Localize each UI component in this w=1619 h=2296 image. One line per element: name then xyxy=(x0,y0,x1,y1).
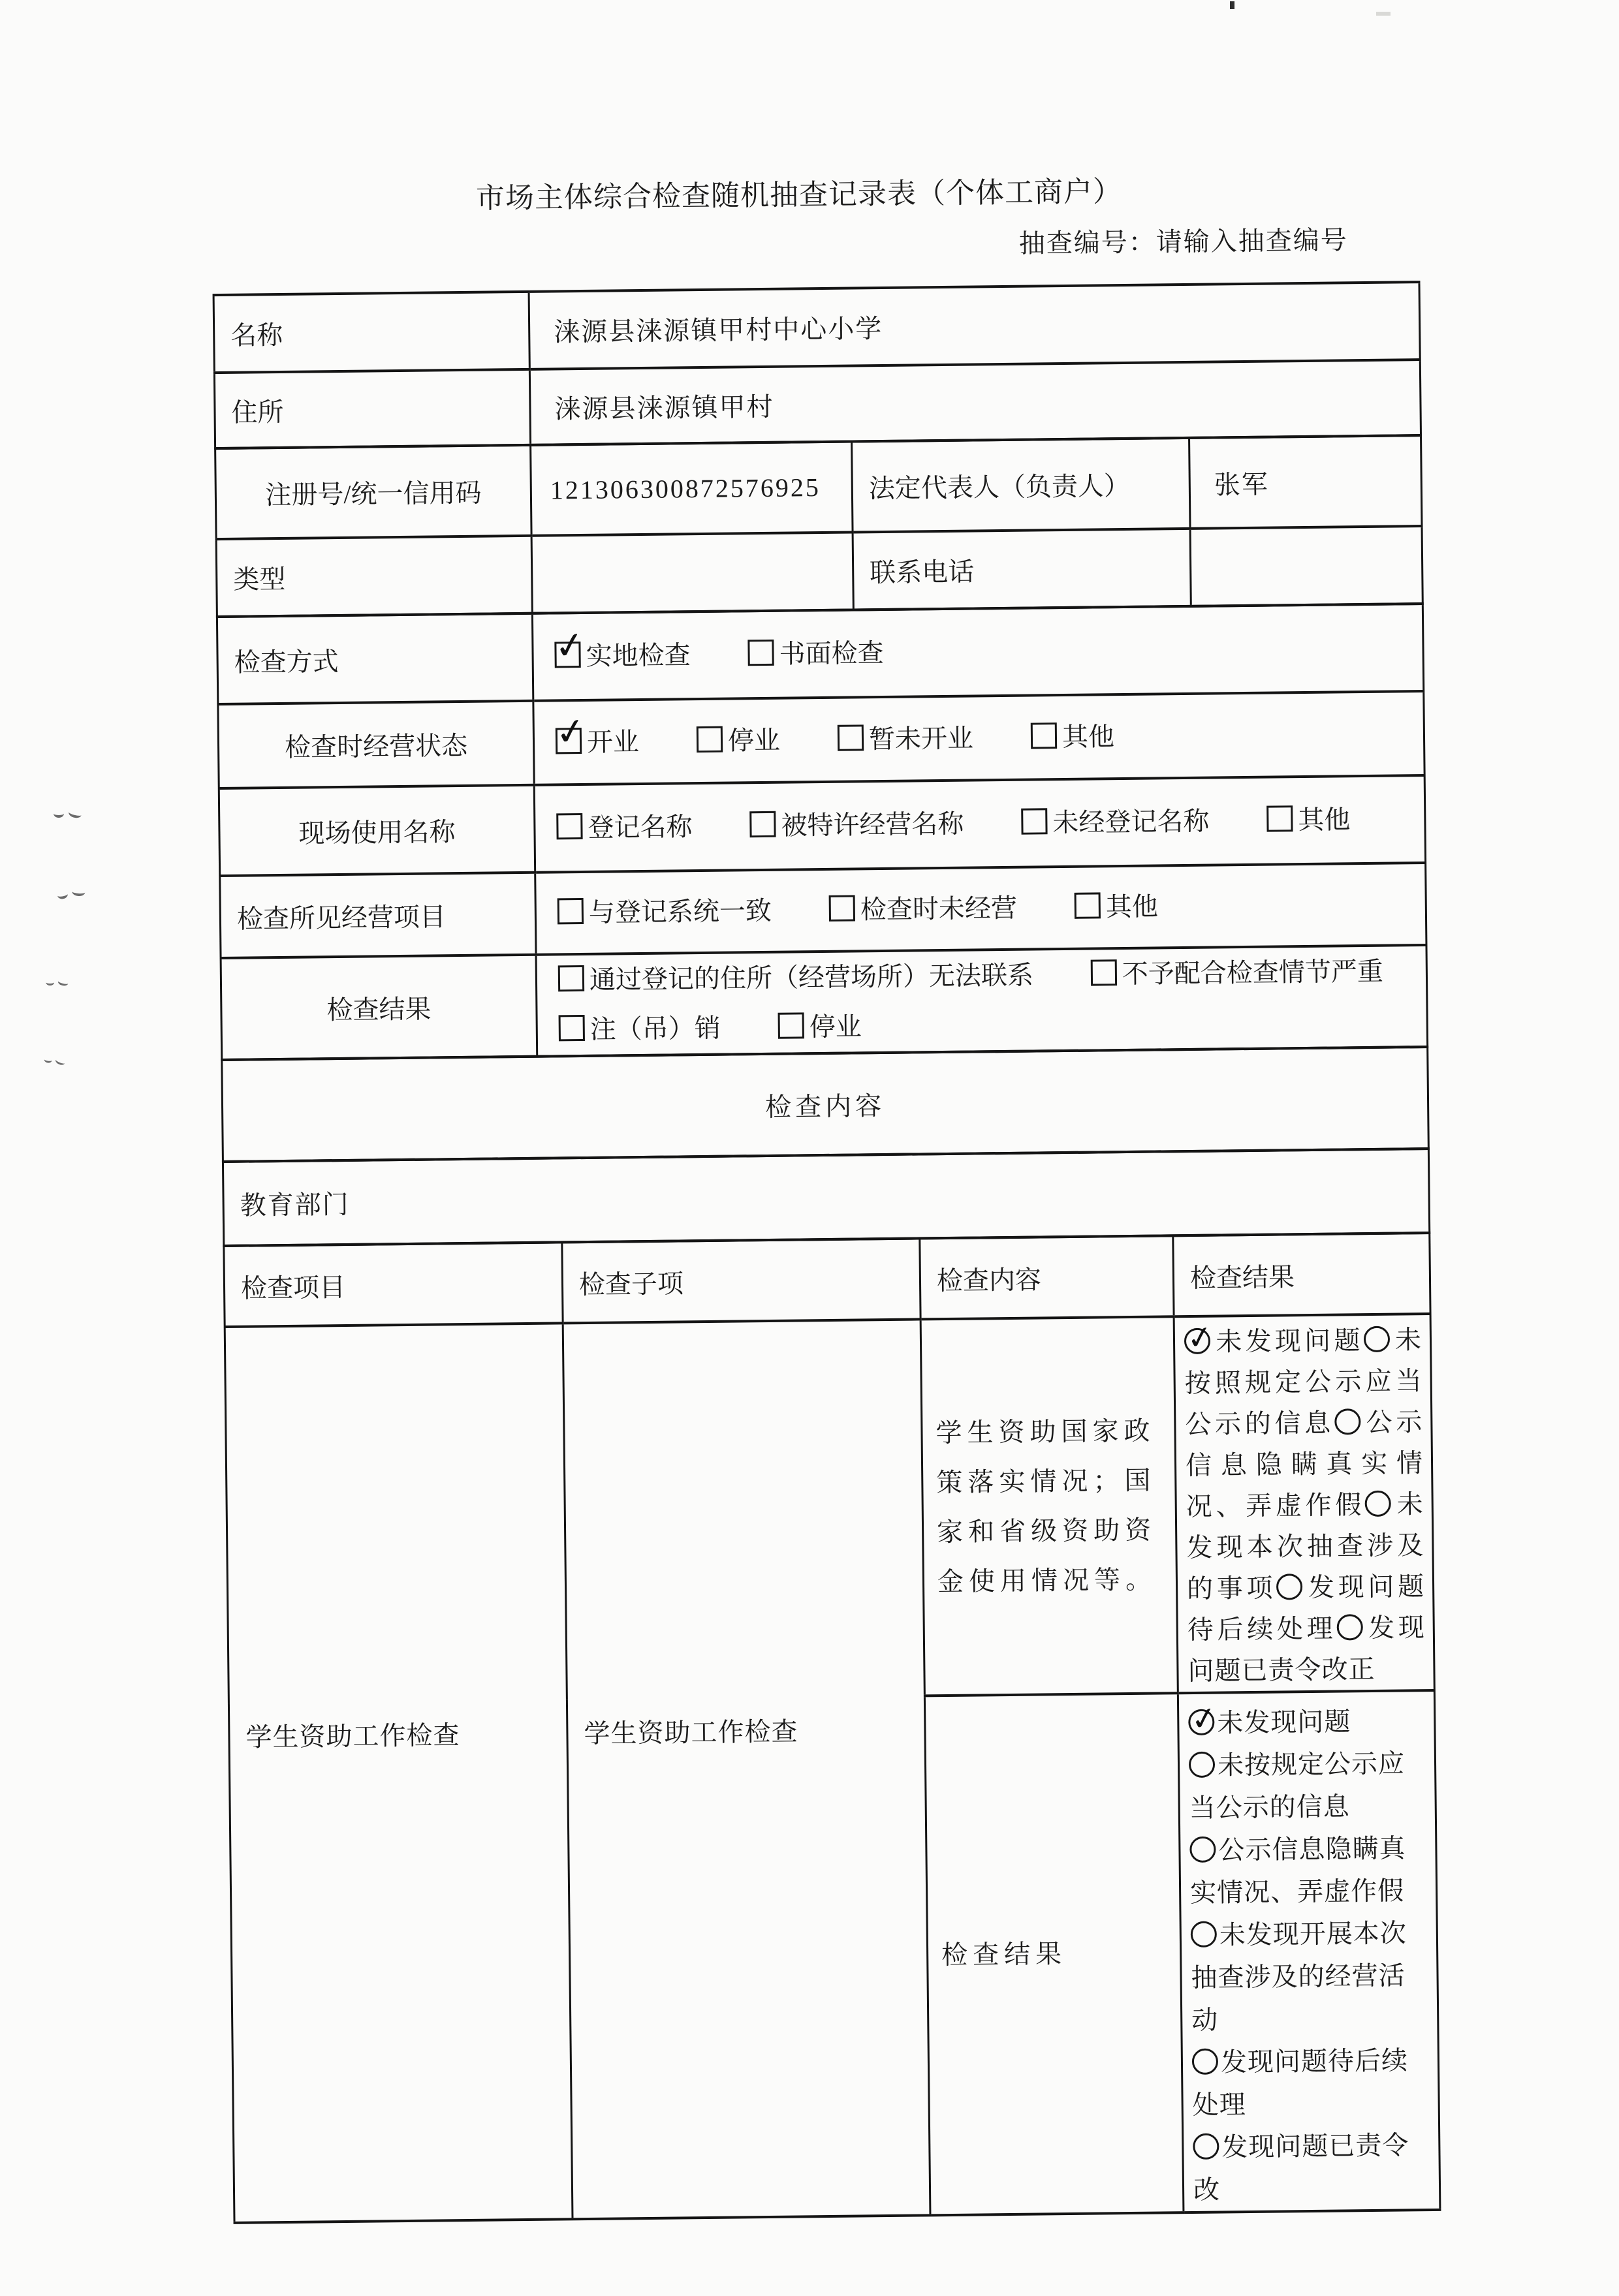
checkbox-unchecked[interactable] xyxy=(749,811,776,837)
checkbox-option[interactable] xyxy=(697,715,781,766)
registration-label: 注册号/统一信用码 xyxy=(215,445,531,539)
option-label: 暂未开业 xyxy=(868,723,974,754)
option-label: 其他 xyxy=(1061,721,1115,752)
checkbox-unchecked[interactable] xyxy=(1031,722,1057,749)
radio-option[interactable]: 未按照规定公示应当公示的信息 xyxy=(1184,1325,1423,1440)
form-title: 市场主体综合检查随机抽查记录表（个体工商户） xyxy=(475,176,1123,215)
table-row xyxy=(214,360,1421,448)
table-row xyxy=(222,1047,1429,1162)
detail-header-result: 检查结果 xyxy=(1173,1233,1430,1316)
checkbox-unchecked[interactable] xyxy=(697,726,723,752)
checkmark-icon: ✓ xyxy=(1184,1318,1217,1358)
detail-table xyxy=(223,1232,1441,2224)
checkbox-unchecked[interactable] xyxy=(558,898,584,924)
detail-header-subitem: 检查子项 xyxy=(562,1238,920,1323)
checkbox-option[interactable] xyxy=(552,708,640,768)
checkbox-option-line xyxy=(558,996,1411,1055)
checkbox-unchecked[interactable] xyxy=(829,895,855,921)
option-label: 停业 xyxy=(809,1012,862,1042)
radio-unchecked[interactable] xyxy=(1365,1491,1391,1517)
detail-result-1 xyxy=(1174,1314,1434,1693)
checkbox-checked[interactable] xyxy=(552,708,589,755)
option-label: 登记名称 xyxy=(588,812,693,843)
radio-unchecked[interactable] xyxy=(1189,1752,1215,1778)
checkbox-option[interactable] xyxy=(556,802,693,853)
observed-business-label: 检查所见经营项目 xyxy=(220,873,536,958)
radio-option[interactable]: 发现问题待后续处理 xyxy=(1192,2045,1409,2120)
serial-number-line xyxy=(1018,219,1348,260)
checkbox-option-line xyxy=(557,879,1409,938)
checkbox-option-line xyxy=(556,794,1409,853)
detail-header-item: 检查项目 xyxy=(224,1242,563,1327)
department-table xyxy=(222,1147,1430,1247)
check-method-label: 检查方式 xyxy=(217,613,533,704)
checkbox-option[interactable] xyxy=(1021,797,1210,848)
radio-option[interactable]: ✓ 未发现问题 xyxy=(1184,1318,1364,1358)
option-label: 开业 xyxy=(586,726,640,757)
checkbox-option[interactable] xyxy=(828,884,1017,935)
checkbox-option[interactable] xyxy=(1091,947,1384,1000)
option-label: 不予配合检查情节严重 xyxy=(1122,956,1384,989)
checkbox-unchecked[interactable] xyxy=(1266,805,1293,831)
checkbox-option[interactable] xyxy=(1266,795,1351,845)
option-label: 书面检查 xyxy=(779,638,884,669)
radio-checked[interactable] xyxy=(1188,1699,1221,1739)
checkbox-option[interactable] xyxy=(1031,712,1115,762)
detail-row-1 xyxy=(225,1314,1434,1703)
check-result-label: 检查结果 xyxy=(221,955,537,1060)
radio-option[interactable]: 未发现本次抽查涉及的事项 xyxy=(1186,1489,1424,1604)
site-name-label: 现场使用名称 xyxy=(219,785,535,876)
content-header-table xyxy=(221,1046,1430,1163)
type-label: 类型 xyxy=(216,536,532,617)
option-label: 其他 xyxy=(1105,892,1159,922)
basic-info-table-b xyxy=(214,434,1424,618)
radio-option[interactable]: 公示信息隐瞒真实情况、弄虚作假 xyxy=(1185,1407,1424,1522)
legal-representative-label: 法定代表人（负责人） xyxy=(852,438,1190,533)
name-value: 涞源县涞源镇甲村中心小学 xyxy=(529,282,1420,369)
checkbox-checked[interactable] xyxy=(551,623,588,670)
radio-option[interactable]: ✓ 未发现问题 xyxy=(1188,1699,1351,1739)
serial-input-placeholder[interactable]: 请输入抽查编号 xyxy=(1155,225,1349,257)
option-label: 检查时未经营 xyxy=(860,893,1018,925)
option-label: 未经登记名称 xyxy=(1052,806,1210,838)
checkbox-unchecked[interactable] xyxy=(747,640,774,666)
option-label: 实地检查 xyxy=(586,640,691,671)
radio-option[interactable]: 未发现开展本次抽查涉及的经营活动 xyxy=(1191,1918,1407,2036)
checkbox-option-line xyxy=(551,623,1407,681)
checkbox-unchecked[interactable] xyxy=(1091,959,1117,985)
basic-info-table-a xyxy=(213,281,1422,450)
checkbox-option[interactable] xyxy=(558,951,1034,1006)
checkbox-unchecked[interactable] xyxy=(778,1012,804,1038)
checkbox-unchecked[interactable] xyxy=(556,813,582,839)
serial-label: 抽查编号： xyxy=(1018,227,1157,258)
radio-unchecked[interactable] xyxy=(1191,1921,1217,1947)
phone-label: 联系电话 xyxy=(853,529,1191,610)
detail-header-content: 检查内容 xyxy=(920,1235,1174,1319)
address-value: 涞源县涞源镇甲村 xyxy=(529,360,1421,445)
phone-value xyxy=(1190,526,1423,606)
table-row xyxy=(220,863,1426,958)
checkbox-option[interactable] xyxy=(557,886,772,939)
operating-status-options xyxy=(533,691,1424,785)
checkbox-option[interactable] xyxy=(749,799,964,852)
checkbox-unchecked[interactable] xyxy=(558,965,584,991)
radio-unchecked[interactable] xyxy=(1363,1326,1389,1352)
checkbox-option[interactable] xyxy=(747,628,884,679)
address-label: 住所 xyxy=(214,369,530,448)
table-row xyxy=(223,1149,1429,1246)
check-method-options xyxy=(532,604,1423,701)
detail-content-2: 检查结果 xyxy=(924,1693,1184,2215)
radio-option[interactable]: 公示信息隐瞒真实情况、弄虚作假 xyxy=(1189,1833,1406,1908)
radio-unchecked[interactable] xyxy=(1276,1574,1302,1600)
radio-option[interactable]: 发现问题已责令改 xyxy=(1193,2130,1409,2205)
checkbox-option[interactable] xyxy=(838,713,974,764)
table-row xyxy=(216,526,1423,617)
checkmark-icon: ✓ xyxy=(551,623,588,670)
legal-representative-value: 张军 xyxy=(1189,435,1422,529)
department-label: 教育部门 xyxy=(223,1149,1429,1246)
radio-unchecked[interactable] xyxy=(1336,1614,1362,1640)
table-row xyxy=(219,775,1425,876)
checkbox-option-line xyxy=(552,708,1408,768)
option-label: 其他 xyxy=(1298,805,1351,835)
checkmark-icon: ✓ xyxy=(552,708,589,755)
table-row xyxy=(215,435,1422,539)
option-label: 注（吊）销 xyxy=(589,1013,721,1044)
detail-item: 学生资助工作检查 xyxy=(225,1323,573,2223)
checkbox-unchecked[interactable] xyxy=(838,724,864,751)
content-section-header: 检查内容 xyxy=(222,1047,1429,1162)
detail-subitem: 学生资助工作检查 xyxy=(563,1319,930,2219)
site-name-options xyxy=(534,775,1425,873)
radio-unchecked[interactable] xyxy=(1189,1837,1216,1863)
check-result-options xyxy=(536,945,1428,1057)
table-row xyxy=(221,945,1428,1060)
checkbox-unchecked[interactable] xyxy=(1075,892,1101,918)
radio-option[interactable]: 发现问题待后续处理 xyxy=(1187,1572,1425,1645)
option-label: 被特许经营名称 xyxy=(781,809,964,841)
checkbox-unchecked[interactable] xyxy=(559,1015,585,1041)
type-value xyxy=(531,532,853,613)
option-label: 通过登记的住所（经营场所）无法联系 xyxy=(589,960,1034,995)
registration-value: 121306300872576925 xyxy=(531,442,853,536)
table-row xyxy=(218,691,1424,788)
checkbox-unchecked[interactable] xyxy=(1021,808,1047,834)
detail-header-row xyxy=(224,1233,1430,1327)
checkbox-option[interactable] xyxy=(778,1002,862,1052)
check-options-table xyxy=(216,602,1428,1061)
option-label: 与登记系统一致 xyxy=(588,895,772,927)
table-row xyxy=(213,282,1420,373)
checkbox-option-line xyxy=(558,946,1411,1005)
radio-unchecked[interactable] xyxy=(1334,1408,1360,1435)
radio-unchecked[interactable] xyxy=(1193,2133,1219,2160)
operating-status-label: 检查时经营状态 xyxy=(218,701,534,788)
option-label: 停业 xyxy=(727,725,781,756)
checkbox-option[interactable] xyxy=(1074,882,1158,932)
detail-content-1: 学生资助国家政策落实情况；国家和省级资助资金使用情况等。 xyxy=(920,1316,1178,1696)
checkbox-option[interactable] xyxy=(551,623,691,681)
radio-option[interactable]: 未按规定公示应当公示的信息 xyxy=(1189,1748,1406,1823)
name-label: 名称 xyxy=(213,292,529,373)
radio-checked[interactable] xyxy=(1184,1318,1217,1358)
radio-option[interactable]: 发现问题已责令改正 xyxy=(1187,1613,1426,1686)
table-row xyxy=(217,604,1423,704)
detail-result-2 xyxy=(1178,1690,1440,2212)
checkbox-option[interactable] xyxy=(558,1004,721,1055)
inspection-form-table xyxy=(213,281,1441,2224)
radio-unchecked[interactable] xyxy=(1192,2049,1218,2075)
checkmark-icon: ✓ xyxy=(1188,1699,1221,1739)
observed-business-options xyxy=(535,863,1426,955)
